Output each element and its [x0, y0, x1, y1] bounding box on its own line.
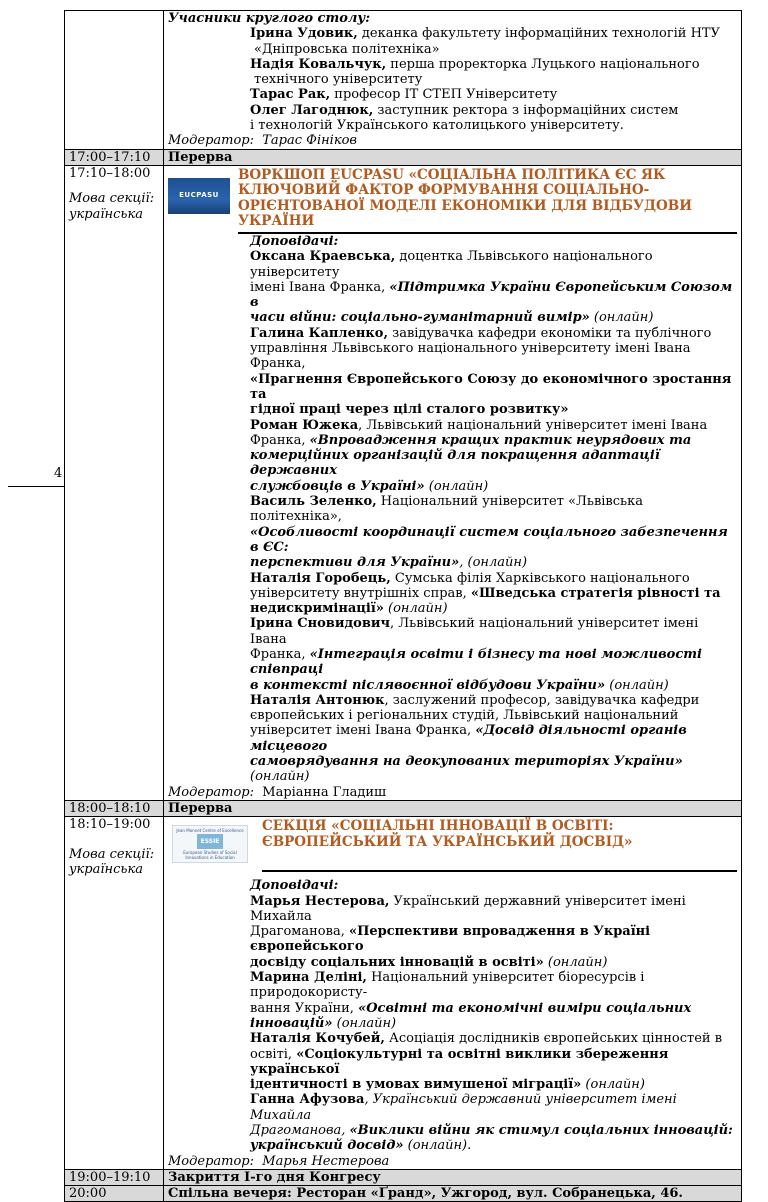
section-header — [168, 819, 737, 872]
workshop-language: Мова секції: українська — [69, 191, 155, 222]
round-table-heading: Учасники круглого столу: — [168, 11, 370, 26]
speaker: Галина Капленко, завідувачка кафедри економіки та публічного управління Львівського національного університету імені Івана Франка, «Прагнення Європейського Союзу до економічного зростання та гідної праці через цілі сталого розвитку» — [250, 325, 732, 418]
workshop-title: ВОРКШОП EUCPASU «СОЦІАЛЬНА ПОЛІТИКА ЄС ЯК КЛЮЧОВИЙ ФАКТОР ФОРМУВАННЯ СОЦІАЛЬНО-ОРІЄНТОВАНОЇ МОДЕЛІ ЕКОНОМІКИ ДЛЯ ВІДБУДОВИ УКРАЇНИ — [238, 168, 737, 234]
break-row — [65, 149, 742, 165]
speaker: Наталія Горобець, Сумська філія Харківського національного університету внутрішніх справ, «Шведська стратегія рівності та недискримінації» (онлайн) — [250, 570, 721, 617]
participant: Ірина Удовик, деканка факультету інформаційних технологій НТУ — [250, 26, 720, 42]
moderator: Модератор: Тарас Фініков — [168, 133, 357, 149]
speaker: Марья Нестерова, Український державний університет імені Михайла Драгоманова, «Перспективи впровадження в Україні європейського досвіду соціальних інновацій в освіті» (онлайн) — [250, 893, 686, 970]
program-table — [64, 10, 742, 1202]
dinner-row — [65, 1186, 742, 1202]
margin-line — [8, 486, 64, 487]
round-table-row — [65, 11, 742, 150]
closing-label: Закриття І-го дня Конгресу — [164, 1169, 742, 1185]
section-language: Мова секції: українська — [69, 846, 155, 877]
speaker: Роман Южека, Львівський національний університет імені Івана Франка, «Впровадження кращих практик неурядових та комерційних організацій для покращення адаптації державних службовців в Україні» (онлайн) — [250, 417, 708, 494]
section-time: 18:10–19:00 — [69, 817, 151, 833]
break-label: Перерва — [164, 800, 742, 816]
moderator: Модератор: Маріанна Гладиш — [168, 784, 387, 800]
break-label: Перерва — [164, 149, 742, 165]
jean-monnet-logo: Jean Monnet Centre of Excellence ESSIE European Studies of Social Innovations in Education — [172, 825, 248, 863]
workshop-row — [65, 165, 742, 800]
moderator: Модератор: Марья Нестерова — [168, 1153, 390, 1169]
speaker: Наталія Антонюк, заслужений професор, завідувачка кафедри європейських і регіональних студій, Львівський національний університет імені Івана Франка, «Досвід діяльності органів місцевого самоврядування на деокупованих територіях України» (онлайн) — [250, 692, 700, 785]
speaker: Ганна Афузова, Український державний університет імені Михайла Драгоманова, «Виклики війни як стимул соціальних інновацій: український досвід» (онлайн). — [250, 1092, 733, 1154]
section-cell — [164, 817, 742, 1170]
dinner-time: 20:00 — [65, 1186, 164, 1202]
section-time-cell — [65, 817, 164, 1170]
speakers-list — [168, 249, 737, 784]
speaker: Оксана Краевська, доцентка Львівського національного університету імені Івана Франка, «Підтримка України Європейським Союзом в часи війни: соціально-гуманітарний вимір» (онлайн) — [250, 249, 733, 326]
section-title: СЕКЦІЯ «СОЦІАЛЬНІ ІННОВАЦІЇ В ОСВІТІ: ЄВРОПЕЙСЬКИЙ ТА УКРАЇНСЬКИЙ ДОСВІД» — [262, 819, 737, 872]
speaker: Марина Деліні, Національний університет біоресурсів і природокористу- вання України, «Освітні та економічні виміри соціальних інновацій» (онлайн) — [250, 970, 692, 1031]
participant: Олег Лагоднюк, заступник ректора з інформаційних систем — [250, 102, 679, 118]
workshop-cell — [164, 165, 742, 800]
closing-time: 19:00–19:10 — [65, 1169, 164, 1185]
participant-desc: технічного університету — [254, 72, 423, 88]
speaker: Ірина Сновидович, Львівський національний університет імені Івана Франка, «Інтеграція освіти і бізнесу та нові можливості співпраці в контексті післявоєнної відбудови України» (онлайн) — [250, 616, 702, 693]
workshop-time: 17:10–18:00 — [69, 165, 151, 181]
eucpasu-logo: EUCPASU — [168, 178, 230, 214]
dinner-label: Спільна вечеря: Ресторан «Ґранд», Ужгород, вул. Собранецька, 46. — [164, 1186, 742, 1202]
participant-desc: «Дніпровська політехніка» — [254, 41, 440, 57]
round-table-cell — [164, 11, 742, 150]
speakers-label: Доповідачі: — [250, 233, 339, 249]
speakers-list — [168, 894, 737, 1154]
participant: Надія Ковальчук, перша проректорка Луцького національного — [250, 56, 700, 72]
page-number: 4 — [54, 466, 63, 481]
workshop-header — [168, 168, 737, 234]
participant-desc: і технологій Українського католицького університету. — [250, 118, 624, 134]
closing-row — [65, 1169, 742, 1185]
workshop-time-cell — [65, 165, 164, 800]
speaker: Василь Зеленко, Національний університет «Львівська політехніка», «Особливості координації систем соціального забезпечення в ЄС: перспективи для України», (онлайн) — [250, 494, 728, 571]
break-row — [65, 800, 742, 816]
speaker: Наталія Кочубей, Асоціація дослідників європейських цінностей в освіті, «Соціокультурні та освітні виклики збереження української ідентичності в умовах вимушеної міграції» (онлайн) — [250, 1031, 723, 1093]
participant: Тарас Рак, професор ІТ СТЕП Університету — [250, 87, 558, 103]
section-row — [65, 817, 742, 1170]
time-cell — [65, 11, 164, 150]
break-time: 17:00–17:10 — [65, 149, 164, 165]
break-time: 18:00–18:10 — [65, 800, 164, 816]
speakers-label: Доповідачі: — [250, 878, 339, 894]
